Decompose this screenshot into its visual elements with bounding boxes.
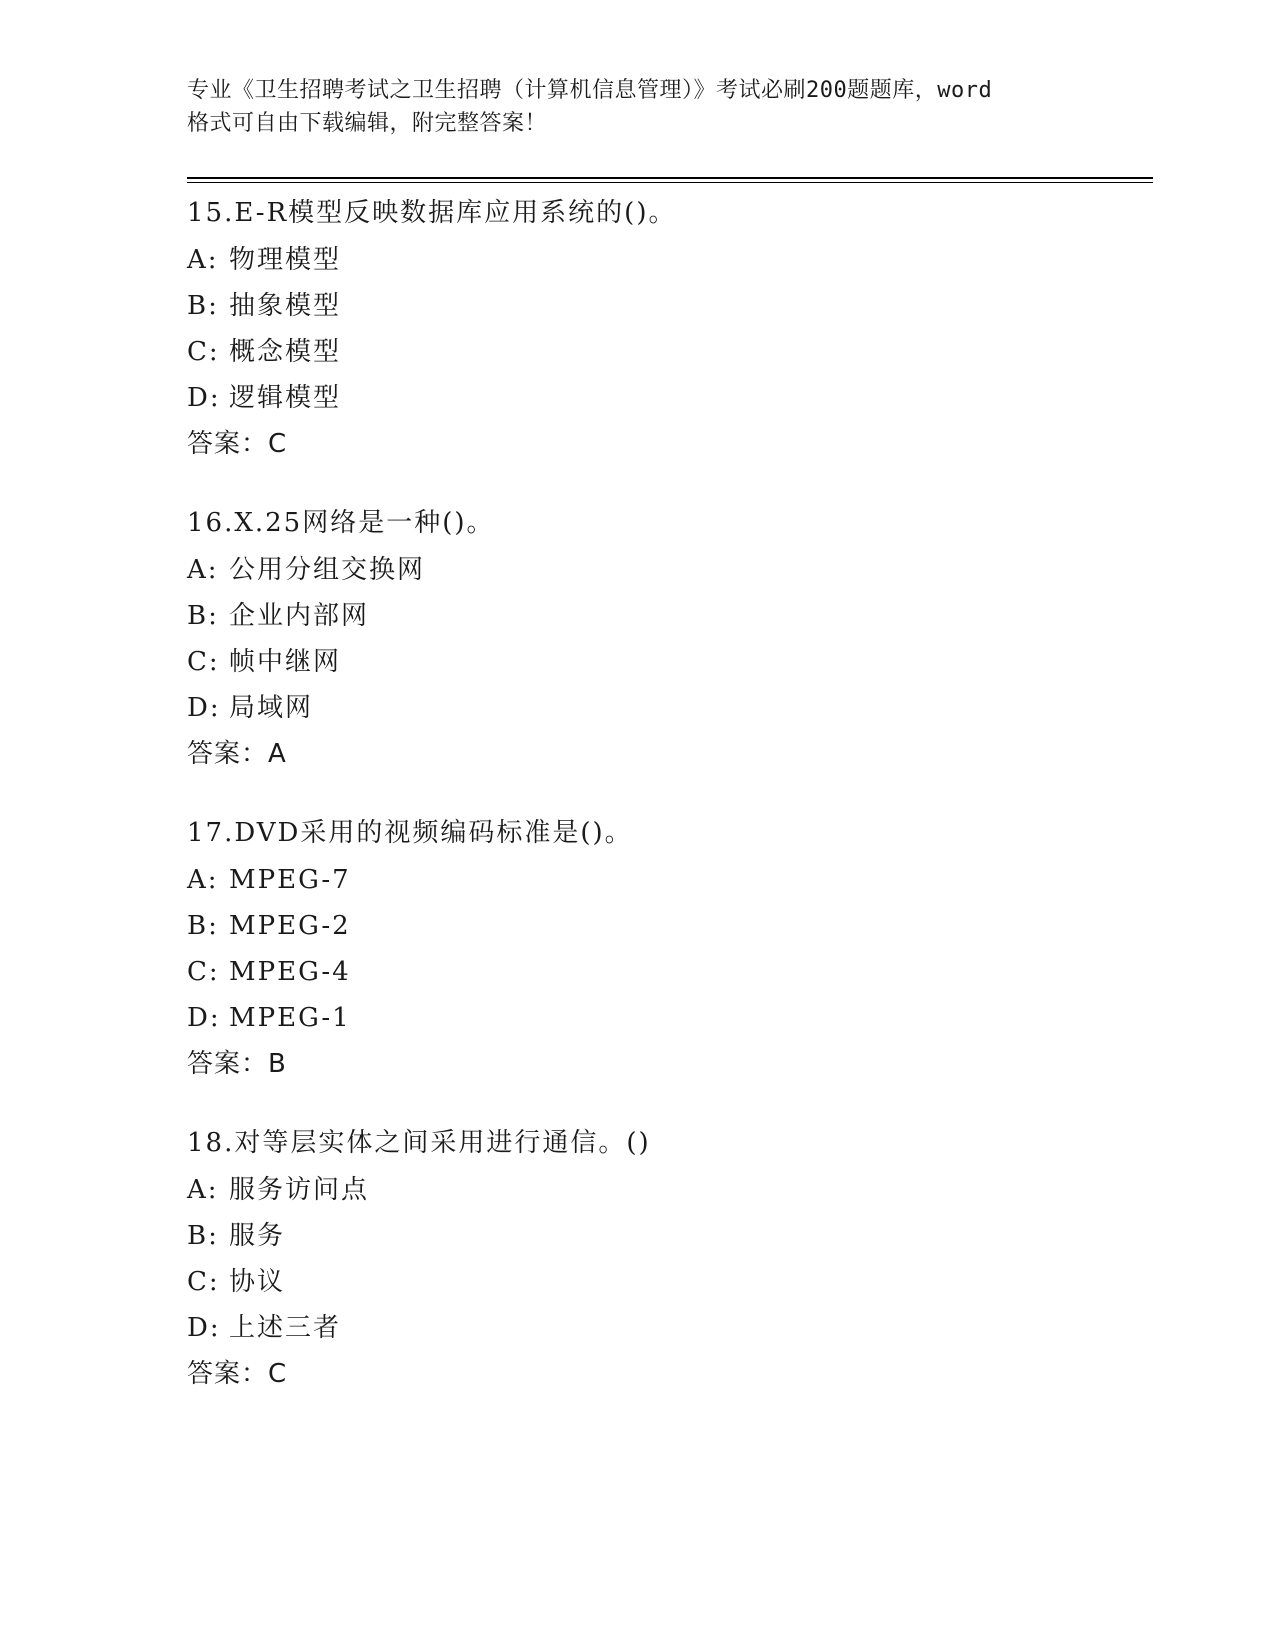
option-letter: A: xyxy=(187,555,219,585)
option-c xyxy=(187,639,1147,685)
option-b xyxy=(187,903,1147,949)
question-17 xyxy=(187,809,1147,1087)
answer-line: 答案：A xyxy=(187,739,287,769)
option-letter: A: xyxy=(187,1175,219,1205)
option-text: 协议 xyxy=(229,1267,286,1297)
option-letter: C: xyxy=(187,1267,220,1297)
question-18 xyxy=(187,1119,1147,1397)
option-text: 抽象模型 xyxy=(229,291,342,321)
option-b xyxy=(187,283,1147,329)
option-text: 上述三者 xyxy=(229,1313,342,1343)
option-letter: B: xyxy=(187,601,219,631)
option-text: MPEG-2 xyxy=(229,911,351,941)
option-d xyxy=(187,1305,1147,1351)
option-letter: D: xyxy=(187,693,221,723)
header-title-line-2: 格式可自由下载编辑，附完整答案！ xyxy=(187,111,548,136)
answer-line: 答案：C xyxy=(187,1359,288,1389)
header-divider-thick xyxy=(187,177,1153,179)
option-a xyxy=(187,237,1147,283)
option-text: 帧中继网 xyxy=(229,647,342,677)
option-letter: A: xyxy=(187,245,219,275)
option-text: MPEG-4 xyxy=(229,957,351,987)
option-d xyxy=(187,375,1147,421)
answer-line: 答案：B xyxy=(187,1049,287,1079)
option-text: MPEG-1 xyxy=(229,1003,351,1033)
option-a xyxy=(187,547,1147,593)
option-c xyxy=(187,949,1147,995)
option-letter: B: xyxy=(187,291,219,321)
option-text: 公用分组交换网 xyxy=(229,555,426,585)
option-letter: C: xyxy=(187,647,220,677)
option-d xyxy=(187,685,1147,731)
option-letter: C: xyxy=(187,337,220,367)
question-15 xyxy=(187,189,1147,467)
option-letter: B: xyxy=(187,911,219,941)
option-text: MPEG-7 xyxy=(229,865,351,895)
option-letter: B: xyxy=(187,1221,219,1251)
option-letter: D: xyxy=(187,383,221,413)
question-stem: 16.X.25网络是一种()。 xyxy=(187,508,495,538)
answer-line: 答案：C xyxy=(187,429,288,459)
header-divider-thin xyxy=(187,182,1153,183)
option-text: 服务访问点 xyxy=(229,1175,370,1205)
option-b xyxy=(187,1213,1147,1259)
option-a xyxy=(187,1167,1147,1213)
option-a xyxy=(187,857,1147,903)
option-letter: D: xyxy=(187,1003,221,1033)
option-d xyxy=(187,995,1147,1041)
question-list xyxy=(187,189,1147,1429)
question-stem: 15.E-R模型反映数据库应用系统的()。 xyxy=(187,198,677,228)
option-c xyxy=(187,1259,1147,1305)
option-text: 局域网 xyxy=(229,693,314,723)
document-header xyxy=(187,74,1087,140)
option-letter: C: xyxy=(187,957,220,987)
option-letter: A: xyxy=(187,865,219,895)
option-text: 逻辑模型 xyxy=(229,383,342,413)
option-text: 概念模型 xyxy=(229,337,342,367)
option-text: 服务 xyxy=(229,1221,286,1251)
option-letter: D: xyxy=(187,1313,221,1343)
option-text: 物理模型 xyxy=(229,245,342,275)
question-stem: 17.DVD采用的视频编码标准是()。 xyxy=(187,818,633,848)
option-b xyxy=(187,593,1147,639)
question-16 xyxy=(187,499,1147,777)
option-c xyxy=(187,329,1147,375)
option-text: 企业内部网 xyxy=(229,601,370,631)
header-title-line-1: 专业《卫生招聘考试之卫生招聘（计算机信息管理）》考试必刷200题题库，word xyxy=(187,78,993,103)
question-stem: 18.对等层实体之间采用进行通信。() xyxy=(187,1128,651,1158)
